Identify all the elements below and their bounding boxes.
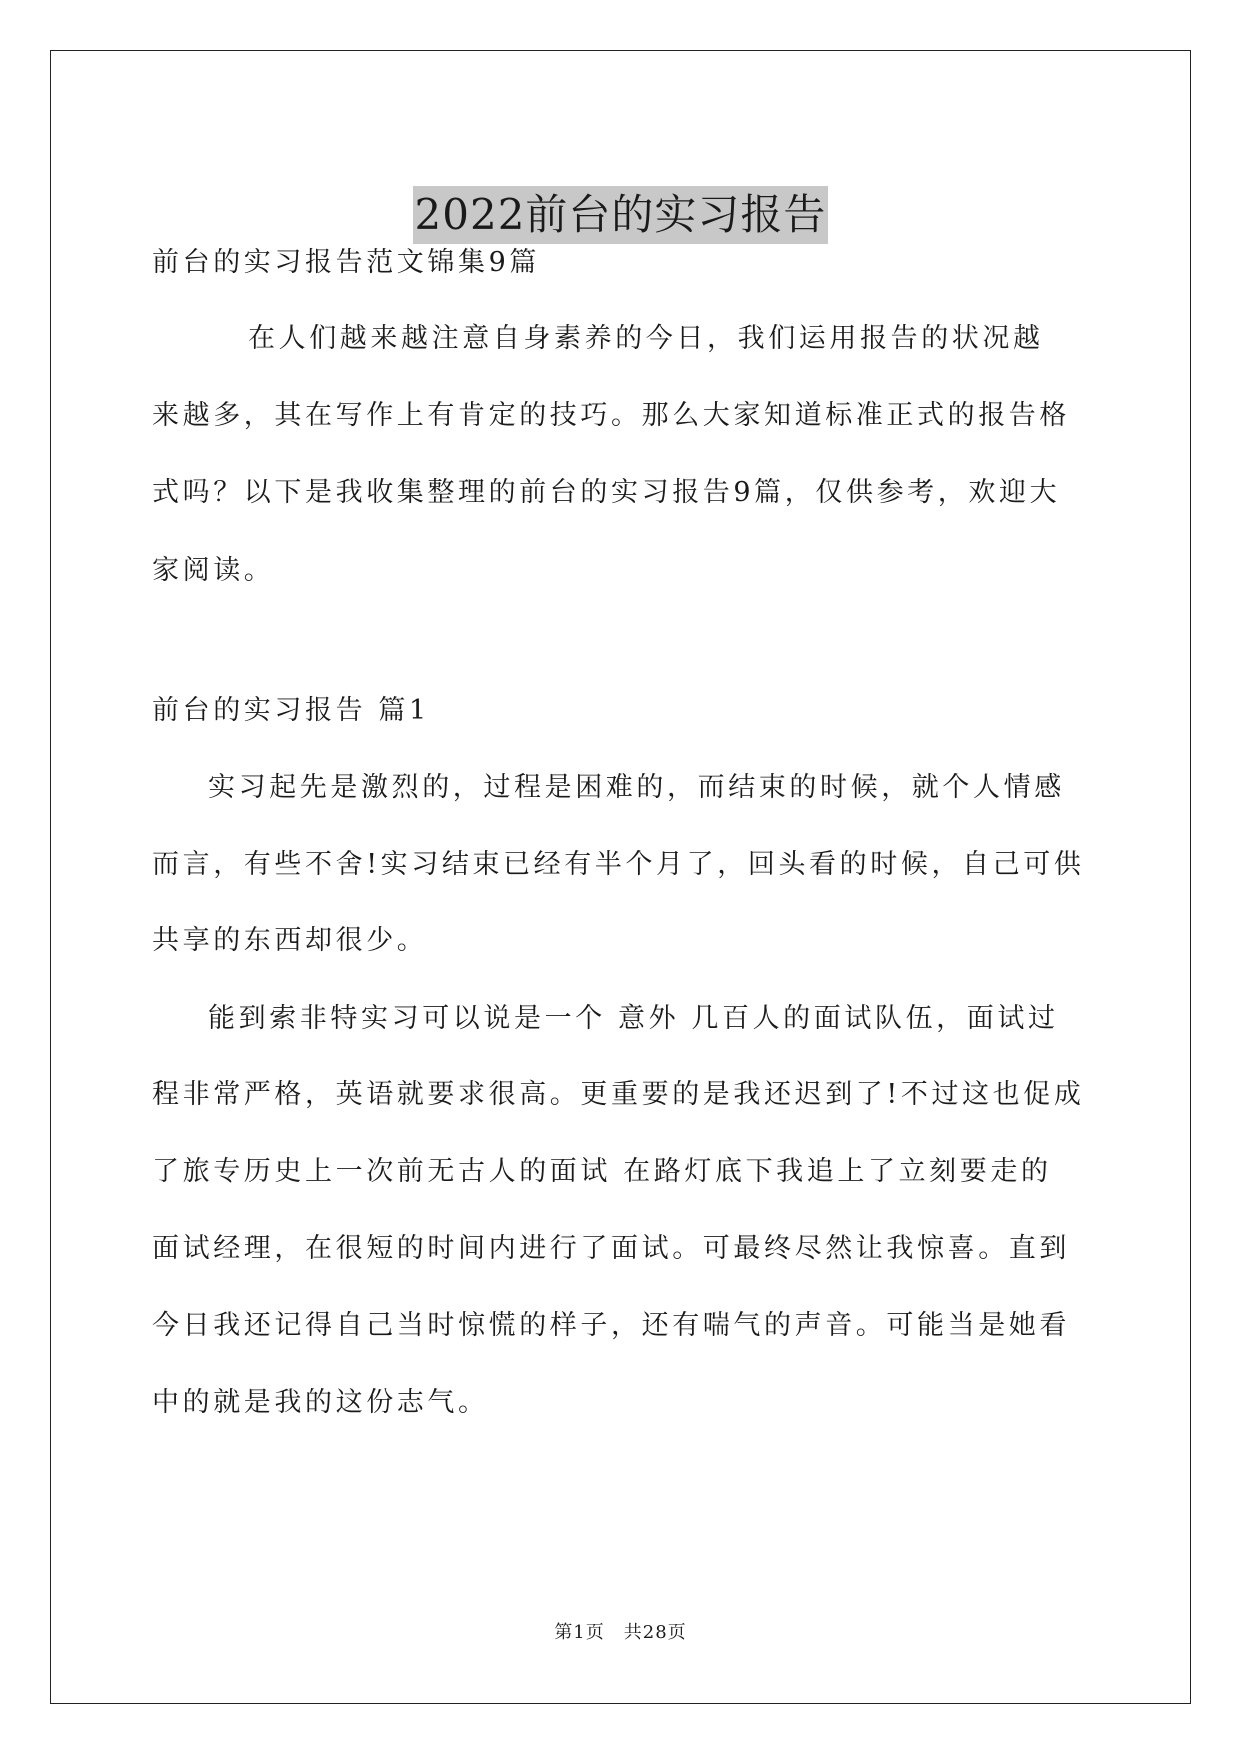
paragraph-line: 了旅专历史上一次前无古人的面试 在路灯底下我追上了立刻要走的: [152, 1156, 1052, 1187]
intro-line: 在人们越来越注意自身素养的今日，我们运用报告的状况越: [248, 323, 1044, 354]
paragraph-line: 程非常严格，英语就要求很高。更重要的是我还迟到了!不过这也促成: [152, 1079, 1085, 1110]
intro-line: 来越多，其在写作上有肯定的技巧。那么大家知道标准正式的报告格: [152, 400, 1070, 431]
paragraph-line: 能到索非特实习可以说是一个 意外 几百人的面试队伍，面试过: [208, 1003, 1059, 1034]
intro-line: 式吗？以下是我收集整理的前台的实习报告9篇，仅供参考，欢迎大: [152, 477, 1061, 508]
paragraph-line: 共享的东西却很少。: [152, 925, 428, 956]
section-heading: 前台的实习报告 篇1: [152, 695, 430, 726]
paragraph-line: 实习起先是激烈的，过程是困难的，而结束的时候，就个人情感: [208, 772, 1065, 803]
document-title: 2022前台的实习报告: [413, 186, 829, 244]
paragraph-line: 面试经理，在很短的时间内进行了面试。可最终尽然让我惊喜。直到: [152, 1233, 1070, 1264]
subtitle: 前台的实习报告范文锦集9篇: [152, 247, 540, 278]
paragraph-line: 而言，有些不舍!实习结束已经有半个月了，回头看的时候，自己可供: [152, 849, 1085, 880]
page-footer: 第1页 共28页: [554, 1622, 687, 1643]
intro-line: 家阅读。: [152, 555, 275, 586]
paragraph-line: 今日我还记得自己当时惊慌的样子，还有喘气的声音。可能当是她看: [152, 1310, 1070, 1341]
paragraph-line: 中的就是我的这份志气。: [152, 1387, 489, 1418]
